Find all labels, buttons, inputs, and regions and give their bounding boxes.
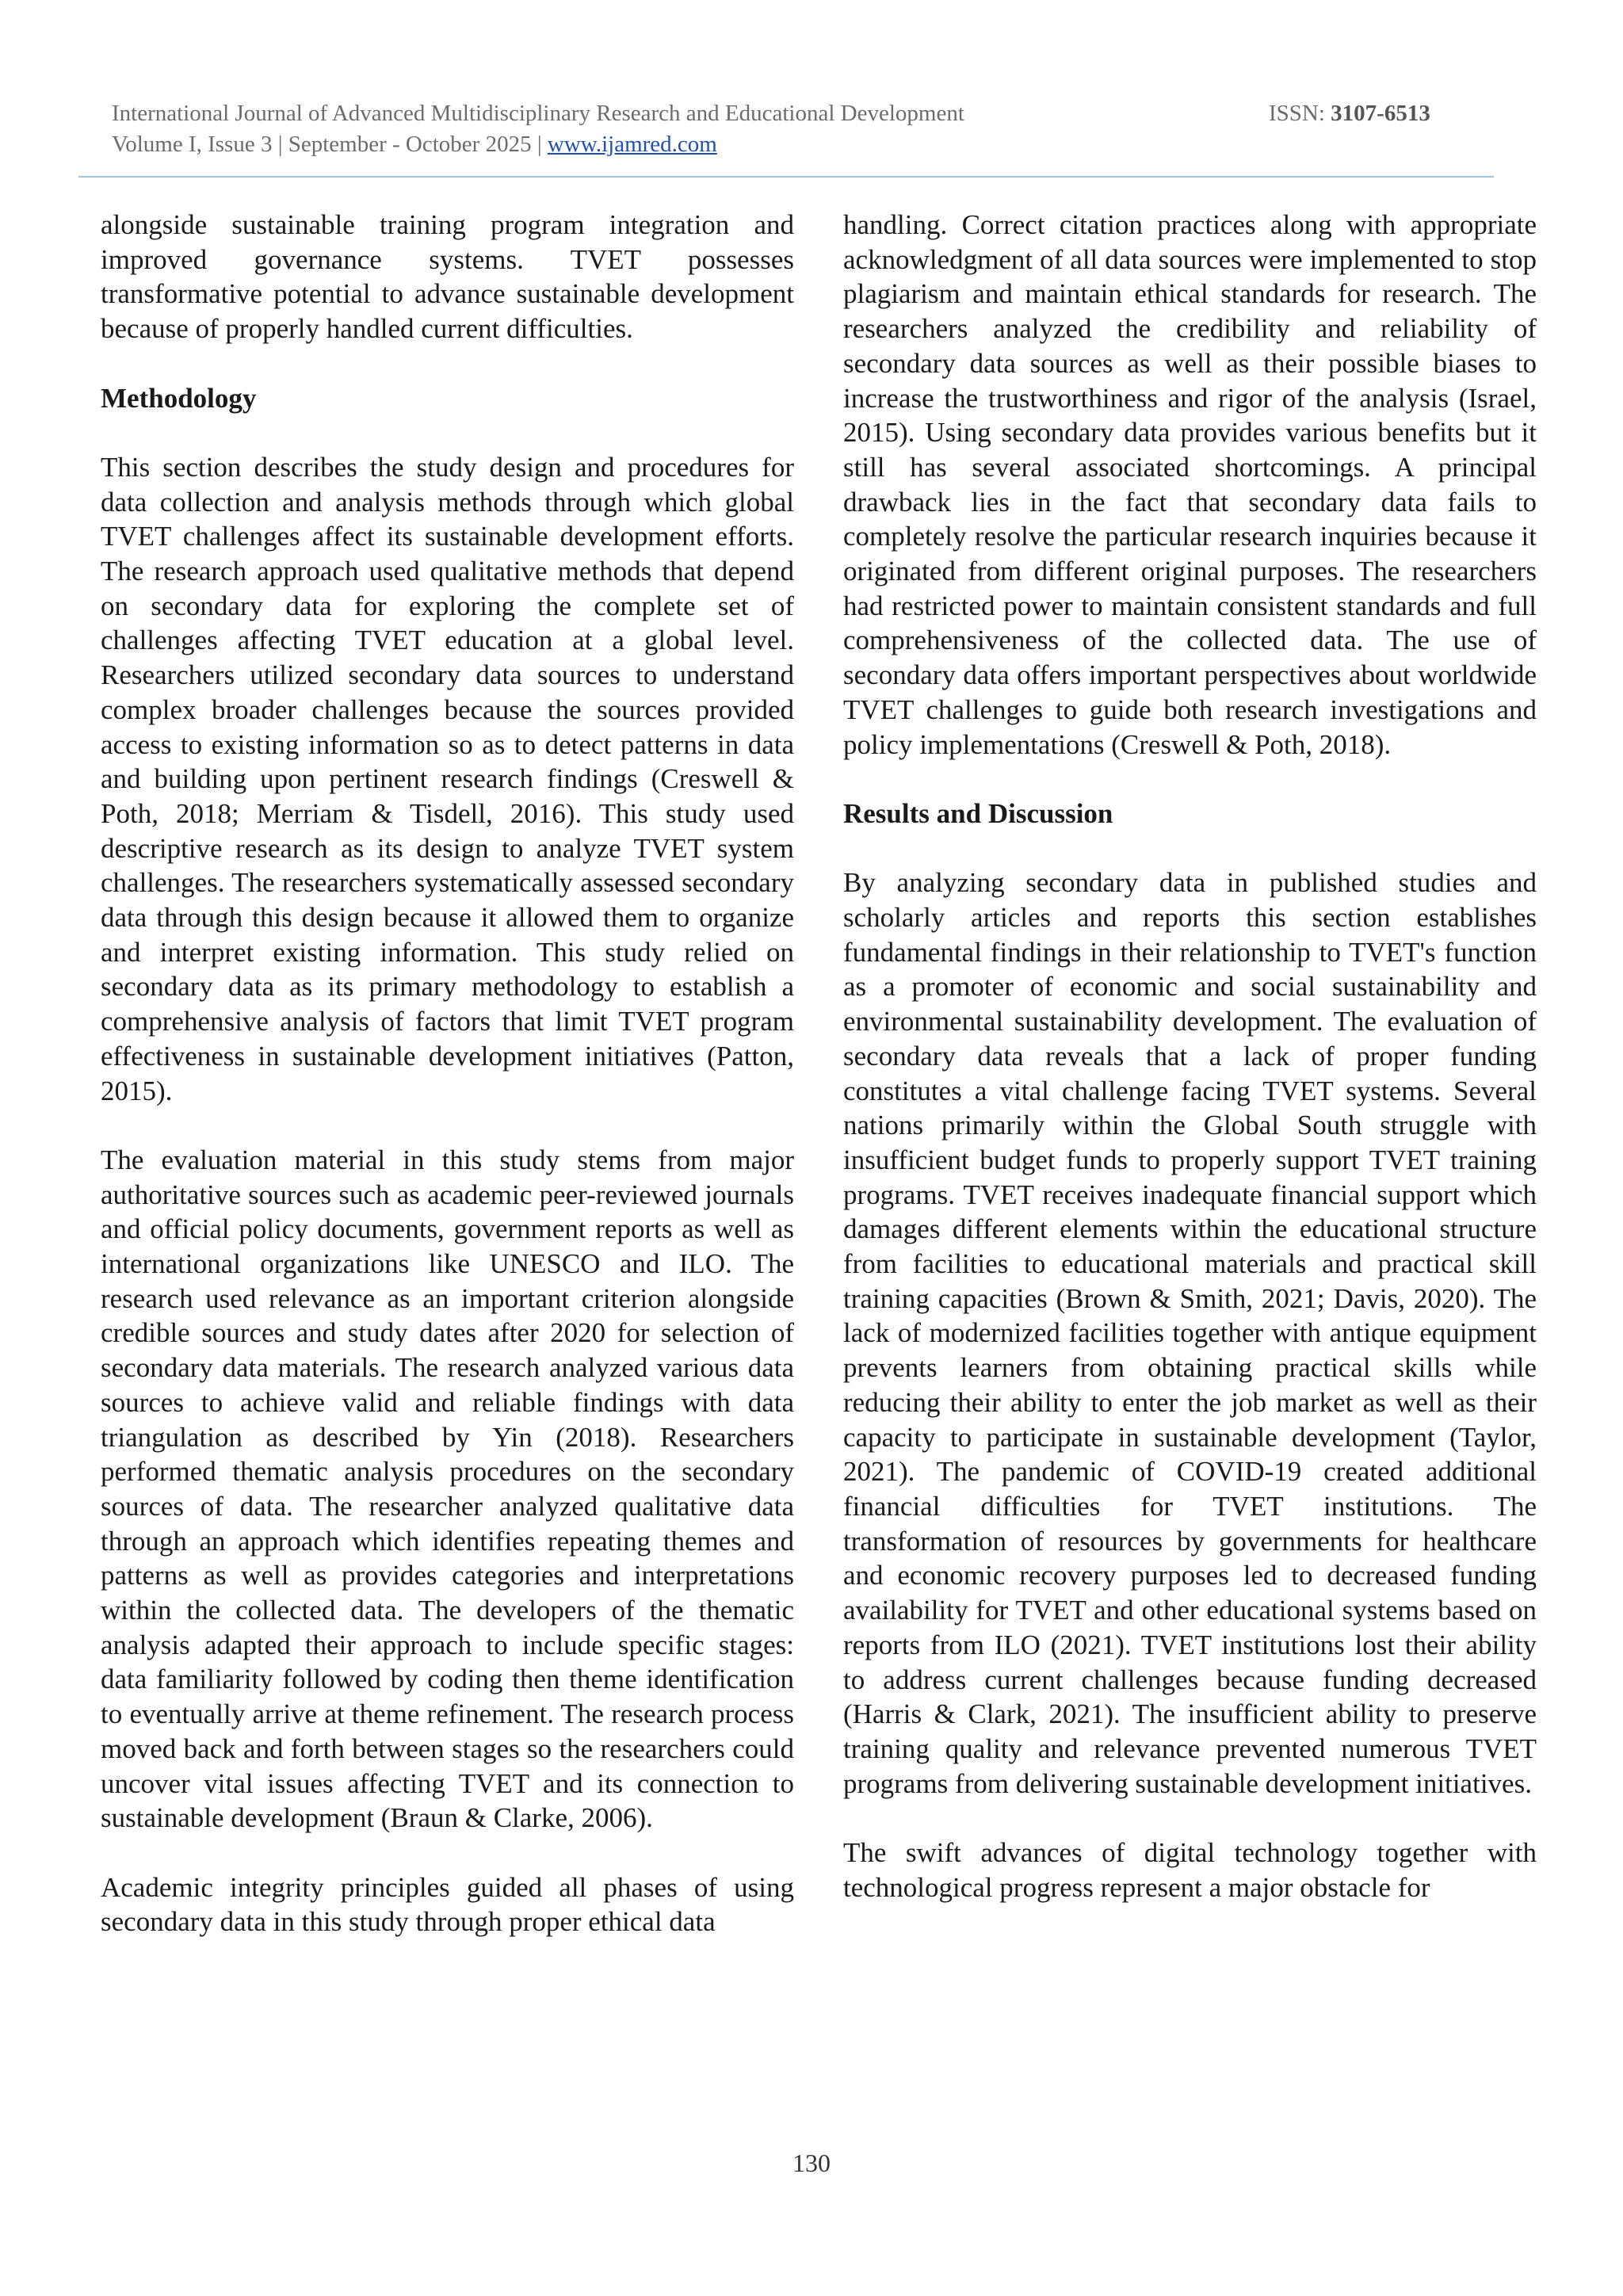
running-header (112, 95, 1443, 159)
journal-title: International Journal of Advanced Multidisciplinary Research and Educational Development (112, 101, 964, 126)
page-number: 130 (792, 2149, 831, 2177)
paragraph: The swift advances of digital technology together with technological progress represent a major obstacle for (843, 1837, 1537, 1903)
paragraph: alongside sustainable training program integration and improved governance systems. TVET possesses transformative potential to advance sustainable development because of properly handled current difficulties. (101, 209, 794, 345)
paragraph: By analyzing secondary data in published studies and scholarly articles and reports this section establishes fundamental findings in their relationship to TVET's function as a promoter of economic and social sustainability and environmental sustainability development. The evaluation of secondary data reveals that a lack of proper funding constitutes a vital challenge facing TVET systems. Several nations primarily within the Global South struggle with insufficient budget funds to properly support TVET training programs. TVET receives inadequate financial support which damages different elements within the educational structure from facilities to educational materials and practical skill training capacities (Brown & Smith, 2021; Davis, 2020). The lack of modernized facilities together with antique equipment prevents learners from obtaining practical skills while reducing their ability to enter the job market as well as their capacity to participate in sustainable development (Taylor, 2021). The pandemic of COVID-19 created additional financial difficulties for TVET institutions. The transformation of resources by governments for healthcare and economic recovery purposes led to decreased funding availability for TVET and other educational systems based on reports from ILO (2021). TVET institutions lost their ability to address current challenges because funding decreased (Harris & Clark, 2021). The insufficient ability to preserve training quality and relevance prevented numerous TVET programs from delivering sustainable development initiatives. (843, 867, 1537, 1799)
journal-url-link[interactable]: www.ijamred.com (547, 132, 717, 157)
volume-issue-line (112, 129, 717, 160)
issn (1269, 98, 1430, 129)
left-column (101, 208, 794, 1939)
paragraph: The evaluation material in this study stems from major authoritative sources such as academic peer-reviewed journals and official policy documents, government reports as well as international organizations like UNESCO and ILO. The research used relevance as an important criterion alongside credible sources and study dates after 2020 for selection of secondary data materials. The research analyzed various data sources to achieve valid and reliable findings with data triangulation as described by Yin (2018). Researchers performed thematic analysis procedures on the secondary sources of data. The researcher analyzed qualitative data through an approach which identifies repeating themes and patterns as well as provides categories and interpretations within the collected data. The developers of the thematic analysis adapted their approach to include specific stages: data familiarity followed by coding then theme identification to eventually arrive at theme refinement. The research process moved back and forth between stages so the researchers could uncover vital issues affecting TVET and its connection to sustainable development (Braun & Clarke, 2006). (101, 1144, 794, 1834)
section-heading-methodology: Methodology (101, 382, 257, 414)
right-column (843, 208, 1537, 1904)
paragraph: Academic integrity principles guided all phases of using secondary data in this study through proper ethical data (101, 1871, 794, 1938)
paragraph: This section describes the study design and procedures for data collection and analysis methods through which global TVET challenges affect its sustainable development efforts. The research approach used qualitative methods that depend on secondary data for exploring the complete set of challenges affecting TVET education at a global level. Researchers utilized secondary data sources to understand complex broader challenges because the sources provided access to existing information so as to detect patterns in data and building upon pertinent research findings (Creswell & Poth, 2018; Merriam & Tisdell, 2016). This study used descriptive research as its design to analyze TVET system challenges. The researchers systematically assessed secondary data through this design because it allowed them to organize and interpret existing information. This study relied on secondary data as its primary methodology to establish a comprehensive analysis of factors that limit TVET program effectiveness in sustainable development initiatives (Patton, 2015). (101, 451, 794, 1106)
paragraph: handling. Correct citation practices along with appropriate acknowledgment of all data sources were implemented to stop plagiarism and maintain ethical standards for research. The researchers analyzed the credibility and reliability of secondary data sources as well as their possible biases to increase the trustworthiness and rigor of the analysis (Israel, 2015). Using secondary data provides various benefits but it still has several associated shortcomings. A principal drawback lies in the fact that secondary data fails to completely resolve the particular research inquiries because it originated from different original purposes. The researchers had restricted power to maintain consistent standards and full comprehensiveness of the collected data. The use of secondary data offers important perspectives about worldwide TVET challenges to guide both research investigations and policy implementations (Creswell & Poth, 2018). (843, 209, 1537, 760)
issn-label: ISSN: (1269, 101, 1331, 126)
header-divider (78, 176, 1494, 178)
section-heading-results: Results and Discussion (843, 797, 1113, 829)
volume-issue-text: Volume I, Issue 3 | September - October 2025 | (112, 132, 548, 157)
issn-value: 3107-6513 (1331, 101, 1430, 126)
